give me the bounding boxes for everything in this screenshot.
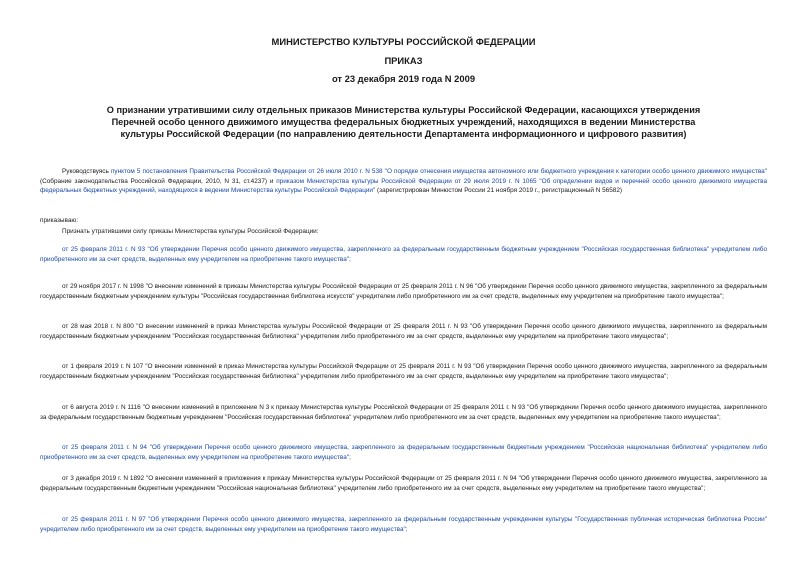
document-type: ПРИКАЗ	[384, 55, 423, 66]
document-date: от 23 декабря 2019 года N 2009	[331, 73, 476, 84]
list-item-link[interactable]: от 25 февраля 2011 г. N 97 "Об утверждении Перечня особо ценного движимого имущества, закрепленного за федеральным государственным учреждением культуры "Государственная публичная историческая библиотека России" учредителем либо приобретенного им за счет средств, выделенных ему учредителем на приобретение такого имущества";	[40, 516, 767, 533]
ministry-name: МИНИСТЕРСТВО КУЛЬТУРЫ РОССИЙСКОЙ ФЕДЕРАЦИИ	[271, 36, 536, 47]
list-item: от 3 декабря 2019 г. N 1892 "О внесении изменений в приложения к приказу Министерства культуры Российской Федерации от 25 февраля 2011 г. N 94 "Об утверждении Перечня особо ценного движимого имущества, закрепленного за федеральным государственным бюджетным учреждением "Российская национальная библиотека" учредителем либо приобретенного им за счет средств, выделенных ему учредителем на приобретение такого имущества";	[40, 475, 767, 492]
order-intro: Признать утратившими силу приказы Министерства культуры Российской Федерации:	[62, 228, 319, 235]
list-item-link[interactable]: от 25 февраля 2011 г. N 93 "Об утверждении Перечня особо ценного движимого имущества, закрепленного за федеральным государственным бюджетным учреждением "Российская государственная библиотека" учредителем либо приобретенного им за счет средств, выделенных ему учредителем на приобретение такого имущества";	[40, 246, 767, 263]
link-ministry-order-1065[interactable]: приказом Министерства культуры Российской Федерации от 29 июля 2019 г. N 1065 "Об определении видов и перечней особо ценного движимого имущества федеральных бюджетных учреждений, находящихся в ведении Министерства культуры Российской Федерации"	[40, 177, 767, 195]
list-item: от 6 августа 2019 г. N 1116 "О внесении изменений в приложение N 3 к приказу Министерства культуры Российской Федерации от 25 февраля 2011 г. N 93 "Об утверждении Перечня особо ценного движимого имущества, закрепленного за федеральным государственным бюджетным учреждением "Российская государственная библиотека" учредителем либо приобретенного им за счет средств, выделенных ему учредителем на приобретение такого имущества";	[40, 404, 767, 421]
document-title: О признании утратившими силу отдельных приказов Министерства культуры Российской Федерации, касающихся утверждения Перечней особо ценного движимого имущества федеральных бюджетных учреждений, находящихся в ведении Министерства культуры Российской Федерации (по направлению деятельности Департамента информационного и цифрового развития)	[106, 105, 701, 139]
preamble-paragraph	[40, 167, 767, 196]
preamble-lead: Руководствуясь	[62, 168, 111, 175]
link-government-resolution-538[interactable]: пунктом 5 постановления Правительства Российской Федерации от 26 июля 2010 г. N 538 "О порядке отнесения имущества автономного или бюджетного учреждения к категории особо ценного движимого имущества"	[110, 168, 767, 175]
preamble-tail: (зарегистрирован Минюстом России 21 ноября 2019 г., регистрационный N 56582)	[375, 187, 623, 195]
list-item: от 29 ноября 2017 г. N 1998 "О внесении изменений в приказы Министерства культуры Российской Федерации от 25 февраля 2011 г. N 96 "Об утверждении Перечня особо ценного движимого имущества, закрепленного за федеральным государственным бюджетным учреждением культуры "Российская государственная библиотека искусств" учредителем либо приобретенного им за счет средств, выделенных ему учредителем на приобретение такого имущества";	[40, 283, 767, 300]
list-item: от 28 мая 2018 г. N 800 "О внесении изменений в приказ Министерства культуры Российской Федерации от 25 февраля 2011 г. N 93 "Об утверждении Перечня особо ценного движимого имущества, закрепленного за федеральным государственным бюджетным учреждением "Российская государственная библиотека" учредителем либо приобретенного им за счет средств, выделенных ему учредителем на приобретение такого имущества";	[40, 323, 767, 340]
order-word: приказываю:	[40, 217, 78, 224]
list-item: от 1 февраля 2019 г. N 107 "О внесении изменений в приказ Министерства культуры Российской Федерации от 25 февраля 2011 г. N 93 "Об утверждении Перечня особо ценного движимого имущества, закрепленного за федеральным государственным бюджетным учреждением "Российская государственная библиотека" учредителем либо приобретенного им за счет средств, выделенных ему учредителем на приобретение такого имущества";	[40, 363, 767, 380]
preamble-mid: (Собрание законодательства Российской Федерации, 2010, N 31, ст.4237) и	[40, 177, 277, 185]
list-item-link[interactable]: от 25 февраля 2011 г. N 94 "Об утверждении Перечня особо ценного движимого имущества, закрепленного за федеральным государственным бюджетным учреждением "Российская национальная библиотека" учредителем либо приобретенного им за счет средств, выделенных ему учредителем на приобретение такого имущества";	[40, 444, 767, 461]
